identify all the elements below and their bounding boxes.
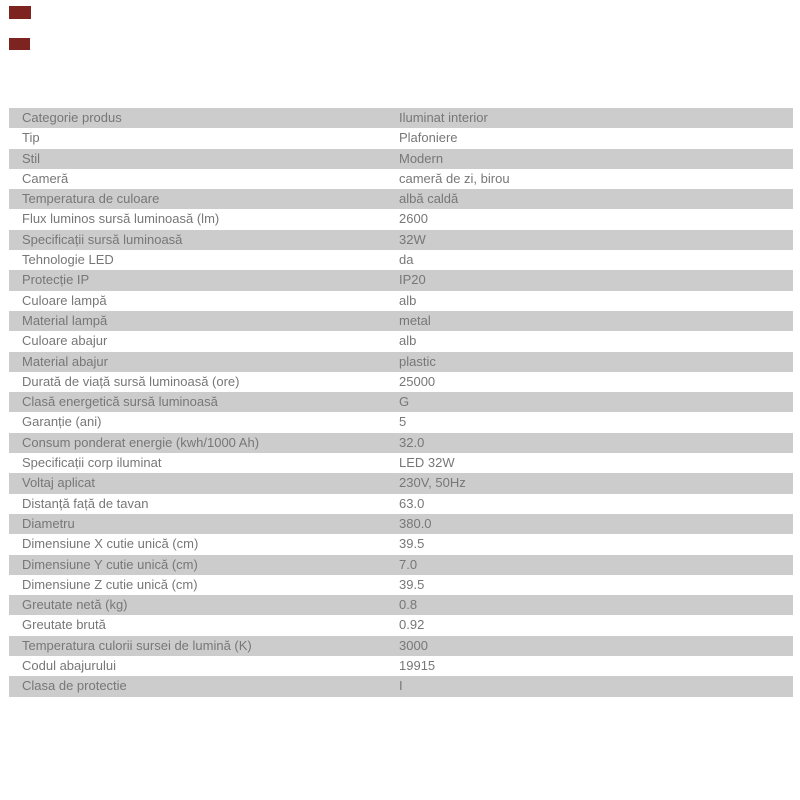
table-row (9, 473, 793, 493)
table-row (9, 270, 793, 290)
spec-value: alb (399, 333, 417, 349)
table-row (9, 514, 793, 534)
spec-label: Clasă energetică sursă luminoasă (22, 394, 218, 410)
spec-value: LED 32W (399, 455, 455, 471)
spec-label: Greutate brută (22, 617, 106, 633)
spec-value: cameră de zi, birou (399, 170, 510, 186)
spec-value: 63.0 (399, 495, 425, 511)
spec-label: Tehnologie LED (22, 252, 114, 268)
spec-label: Codul abajurului (22, 658, 116, 674)
spec-value: 39.5 (399, 576, 425, 592)
spec-label: Culoare abajur (22, 333, 108, 349)
table-row (9, 595, 793, 615)
table-row (9, 149, 793, 169)
table-row (9, 453, 793, 473)
spec-label: Diametru (22, 515, 75, 531)
spec-label: Voltaj aplicat (22, 475, 95, 491)
spec-value: 0.8 (399, 597, 418, 613)
spec-label: Categorie produs (22, 110, 122, 125)
spec-label: Durată de viață sursă luminoasă (ore) (22, 373, 240, 389)
spec-table (9, 108, 793, 697)
spec-label: Specificații sursă luminoasă (22, 231, 183, 247)
spec-label: Tip (22, 130, 40, 146)
spec-value: 0.92 (399, 617, 425, 633)
table-row (9, 250, 793, 270)
table-row (9, 230, 793, 250)
spec-value: 39.5 (399, 536, 425, 552)
spec-label: Stil (22, 150, 41, 166)
spec-value: 32.0 (399, 434, 425, 450)
spec-value: 380.0 (399, 515, 432, 531)
table-row (9, 494, 793, 514)
table-row (9, 555, 793, 575)
spec-value: G (399, 394, 410, 410)
spec-label: Specificații corp iluminat (22, 455, 162, 471)
spec-label: Dimensiune X cutie unică (cm) (22, 536, 199, 552)
spec-label: Distanță față de tavan (22, 495, 149, 511)
table-row (9, 636, 793, 656)
spec-value: 3000 (399, 637, 428, 653)
table-row (9, 392, 793, 412)
spec-value: alb (399, 292, 417, 308)
red-placeholder-block-bottom (9, 38, 30, 50)
table-row (9, 534, 793, 554)
table-row (9, 412, 793, 432)
table-row (9, 189, 793, 209)
table-row (9, 209, 793, 229)
spec-value: Iluminat interior (399, 110, 488, 125)
spec-value: 230V, 50Hz (399, 475, 466, 491)
table-row (9, 433, 793, 453)
table-row (9, 108, 793, 128)
spec-value: 32W (399, 231, 426, 247)
spec-label: Material abajur (22, 353, 108, 369)
spec-label: Garanție (ani) (22, 414, 102, 430)
table-row (9, 352, 793, 372)
spec-value: 7.0 (399, 556, 418, 572)
table-row (9, 615, 793, 635)
spec-label: Protecție IP (22, 272, 90, 288)
spec-value: IP20 (399, 272, 426, 288)
spec-value: da (399, 252, 414, 268)
spec-label: Temperatura culorii sursei de lumină (K) (22, 637, 252, 653)
spec-value: 5 (399, 414, 407, 430)
spec-value: 25000 (399, 373, 436, 389)
spec-label: Culoare lampă (22, 292, 107, 308)
spec-label: Clasa de protectie (22, 678, 127, 694)
table-row (9, 676, 793, 696)
spec-label: Temperatura de culoare (22, 191, 160, 207)
spec-value: 2600 (399, 211, 428, 227)
spec-label: Consum ponderat energie (kwh/1000 Ah) (22, 434, 260, 450)
table-row (9, 656, 793, 676)
spec-label: Cameră (22, 170, 69, 186)
spec-label: Greutate netă (kg) (22, 597, 128, 613)
spec-label: Flux luminos sursă luminoasă (lm) (22, 211, 220, 227)
spec-label: Dimensiune Y cutie unică (cm) (22, 556, 198, 572)
table-row (9, 331, 793, 351)
table-row (9, 291, 793, 311)
red-placeholder-block-top (9, 6, 31, 19)
spec-value: Modern (399, 150, 444, 166)
spec-value: plastic (399, 353, 436, 369)
spec-value: albă caldă (399, 191, 459, 207)
table-row (9, 169, 793, 189)
spec-value: 19915 (399, 658, 436, 674)
table-row (9, 575, 793, 595)
table-row (9, 372, 793, 392)
table-row (9, 128, 793, 148)
spec-value: metal (399, 312, 431, 328)
table-row (9, 311, 793, 331)
spec-label: Dimensiune Z cutie unică (cm) (22, 576, 198, 592)
spec-value: I (399, 678, 403, 694)
spec-label: Material lampă (22, 312, 108, 328)
spec-value: Plafoniere (399, 130, 458, 146)
